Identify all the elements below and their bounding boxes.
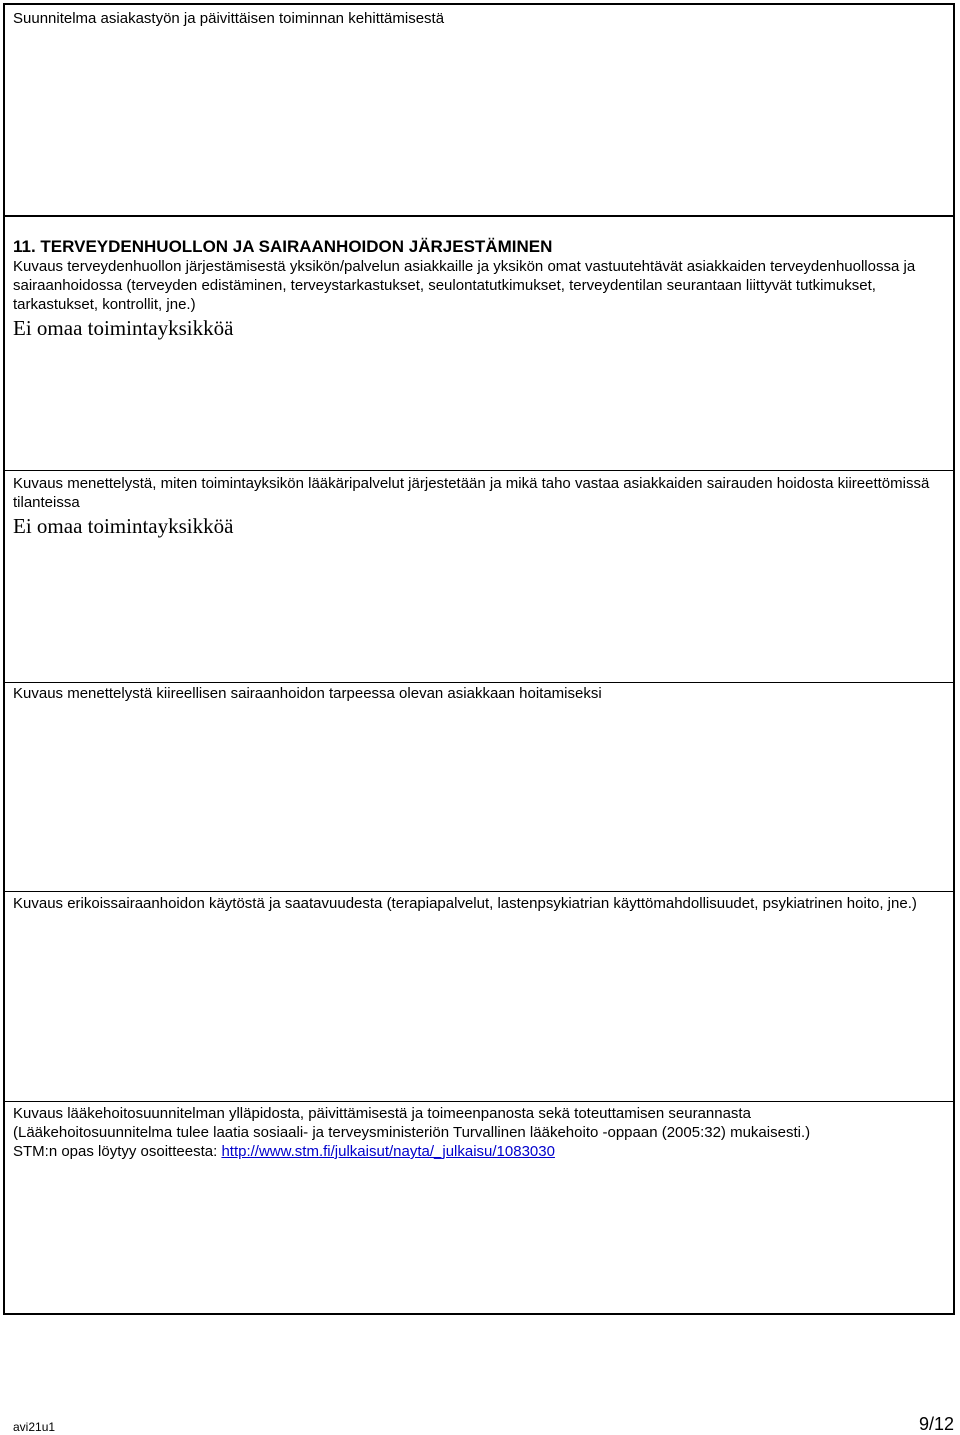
- field-label: Kuvaus lääkehoitosuunnitelman ylläpidosta, päivittämisestä ja toimeenpanosta sekä toteuttamisen seurannasta: [13, 1105, 751, 1122]
- divider: [5, 1101, 953, 1102]
- field-specialized-care: [5, 894, 953, 915]
- footer-doc-code: avi21u1: [13, 1420, 56, 1434]
- field-label: Kuvaus terveydenhuollon järjestämisestä yksikön/palvelun asiakkaille ja yksikön omat vastuutehtävät asiakkaiden terveydenhuollossa ja sairaanhoidossa (terveyden edistäminen, terveystarkastukset, seulontatutkimukset, terveydentilan seurantaan liittyvät tutkimukset, tarkastukset, kontrollit, jne.): [13, 258, 916, 313]
- link-prefix: STM:n opas löytyy osoitteesta:: [13, 1143, 222, 1160]
- divider: [5, 891, 953, 892]
- field-medication-plan: [5, 1104, 953, 1163]
- field-label-link-line: [13, 1142, 945, 1161]
- divider: [5, 470, 953, 471]
- plan-box-title: Suunnitelma asiakastyön ja päivittäisen toiminnan kehittämisestä: [13, 10, 445, 27]
- field-label: Kuvaus menettelystä, miten toimintayksikön lääkäripalvelut järjestetään ja mikä taho vastaa asiakkaiden sairauden hoidosta kiireettömissä tilanteissa: [13, 475, 930, 511]
- field-answer[interactable]: Ei omaa toimintayksikköä: [13, 316, 234, 340]
- healthcare-section: [3, 217, 955, 1315]
- divider: [5, 682, 953, 683]
- plan-box-content: [5, 9, 953, 28]
- footer-page-number: 9/12: [918, 1414, 954, 1434]
- section-heading: 11. TERVEYDENHUOLLON JA SAIRAANHOIDON JÄRJESTÄMINEN: [13, 237, 553, 256]
- field-urgent-care: [5, 684, 953, 705]
- field-answer[interactable]: Ei omaa toimintayksikköä: [13, 514, 234, 538]
- stm-guide-link[interactable]: http://www.stm.fi/julkaisut/nayta/_julkaisu/1083030: [221, 1143, 555, 1160]
- field-label: Kuvaus erikoissairaanhoidon käytöstä ja saatavuudesta (terapiapalvelut, lastenpsykiatrian käyttömahdollisuudet, psykiatrinen hoito, jne.): [13, 895, 917, 912]
- field-label: Kuvaus menettelystä kiireellisen sairaanhoidon tarpeessa olevan asiakkaan hoitamiseksi: [13, 685, 602, 702]
- field-label: (Lääkehoitosuunnitelma tulee laatia sosiaali- ja terveysministeriön Turvallinen lääkehoito -oppaan (2005:32) mukaisesti.): [13, 1124, 811, 1141]
- plan-box: [3, 3, 955, 217]
- field-healthcare-arrangement: [5, 237, 953, 340]
- field-doctor-services: [5, 474, 953, 538]
